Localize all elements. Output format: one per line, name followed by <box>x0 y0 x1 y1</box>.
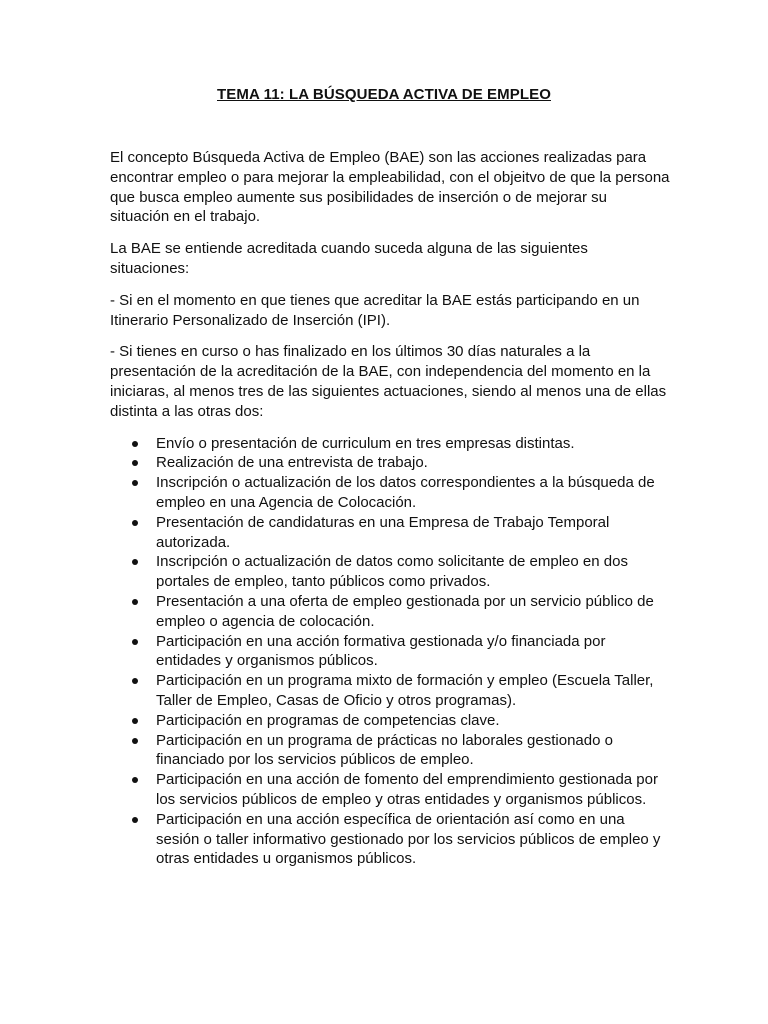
list-item-text: Inscripción o actualización de los datos correspondientes a la búsqueda de empleo en una Agencia de Colocación. <box>156 474 655 511</box>
list-item-text: Realización de una entrevista de trabajo. <box>156 454 428 472</box>
list-item <box>110 671 670 711</box>
bullet-icon <box>132 817 138 823</box>
bullet-icon <box>132 441 138 447</box>
bullet-icon <box>132 777 138 783</box>
list-item <box>110 770 670 810</box>
list-item <box>110 513 670 553</box>
document-body <box>110 148 670 869</box>
list-item-text: Envío o presentación de curriculum en tres empresas distintas. <box>156 434 575 452</box>
bullet-icon <box>132 738 138 744</box>
bullet-icon <box>132 678 138 684</box>
list-item <box>110 711 670 731</box>
bullet-icon <box>132 639 138 645</box>
document-title: TEMA 11: LA BÚSQUEDA ACTIVA DE EMPLEO <box>217 86 551 103</box>
bullet-icon <box>132 718 138 724</box>
list-item <box>110 810 670 869</box>
list-item-text: Participación en programas de competencias clave. <box>156 711 500 729</box>
bullet-icon <box>132 559 138 565</box>
bullet-icon <box>132 480 138 486</box>
list-item <box>110 473 670 513</box>
paragraph-actions-condition: - Si tienes en curso o has finalizado en los últimos 30 días naturales a la presentación de la acreditación de la BAE, con independencia del momento en la iniciaras, al menos tres de las siguientes actuaciones, siendo al menos una de ellas distinta a las otras dos: <box>110 343 667 420</box>
bullet-icon <box>132 520 138 526</box>
list-item-text: Presentación a una oferta de empleo gestionada por un servicio público de empleo o agencia de colocación. <box>156 592 654 630</box>
bullet-icon <box>132 460 138 466</box>
paragraph-ipi-condition: - Si en el momento en que tienes que acreditar la BAE estás participando en un Itinerario Personalizado de Inserción (IPI). <box>110 291 640 329</box>
list-item <box>110 434 670 454</box>
list-item-text: Inscripción o actualización de datos como solicitante de empleo en dos portales de empleo, tanto públicos como privados. <box>156 553 628 591</box>
list-item <box>110 453 670 473</box>
list-item-text: Participación en un programa mixto de formación y empleo (Escuela Taller, Taller de Empleo, Casas de Oficio y otros programas). <box>156 672 654 709</box>
list-item-text: Participación en un programa de prácticas no laborales gestionado o financiado por los servicios públicos de empleo. <box>156 731 613 769</box>
list-item <box>110 552 670 592</box>
list-item-text: Participación en una acción formativa gestionada y/o financiada por entidades y organismos públicos. <box>156 632 606 670</box>
list-item-text: Participación en una acción de fomento del emprendimiento gestionada por los servicios públicos de empleo y otras entidades y organismos públicos. <box>156 771 658 808</box>
actions-bullet-list <box>110 434 670 870</box>
list-item-text: Participación en una acción específica de orientación así como en una sesión o taller informativo gestionado por los servicios públicos de empleo y otras entidades u organismos públicos. <box>156 810 661 868</box>
list-item <box>110 632 670 672</box>
bullet-icon <box>132 599 138 605</box>
paragraph-bae-accreditation: La BAE se entiende acreditada cuando suceda alguna de las siguientes situaciones: <box>110 240 588 277</box>
paragraph-bae-definition: El concepto Búsqueda Activa de Empleo (BAE) son las acciones realizadas para encontrar empleo o para mejorar la empleabilidad, con el objeitvo de que la persona que busca empleo aumente sus posibilidades de inserción o de mejorar su situación en el trabajo. <box>110 149 670 226</box>
list-item <box>110 592 670 632</box>
list-item <box>110 731 670 771</box>
list-item-text: Presentación de candidaturas en una Empresa de Trabajo Temporal autorizada. <box>156 513 610 551</box>
